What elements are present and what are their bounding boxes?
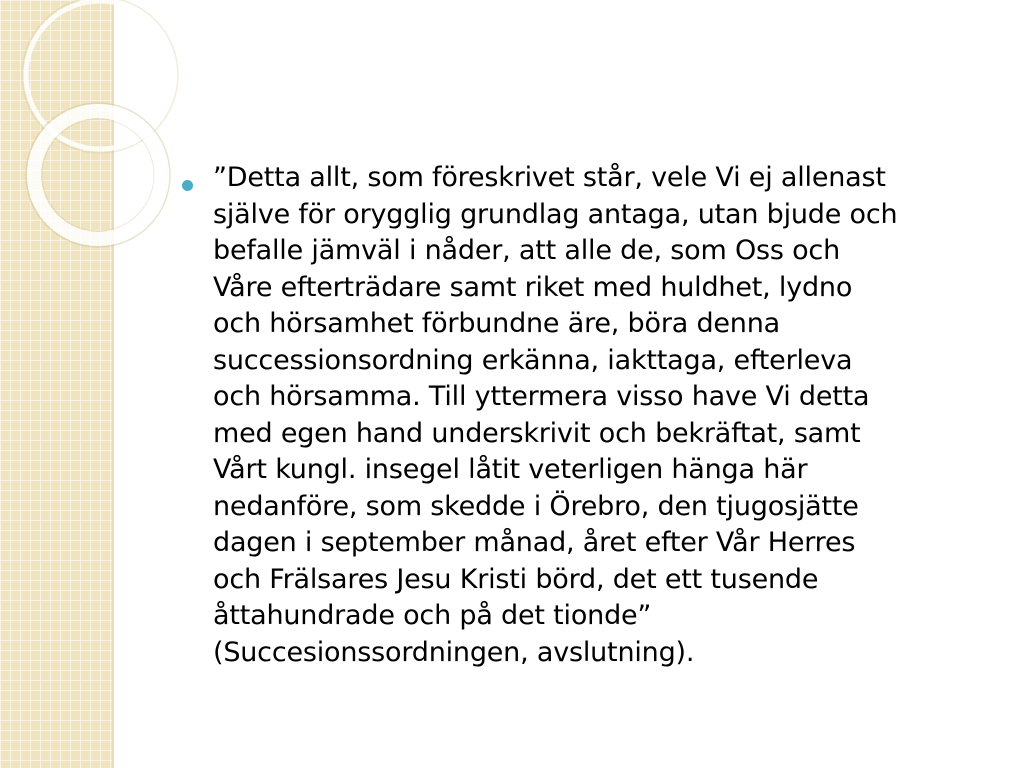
quote-line: befalle jämväl i nåder, att alle de, som Oss och	[213, 235, 840, 266]
quote-line: åttahundrade och på det tionde”	[213, 600, 652, 631]
decorative-ring-small-outline	[26, 103, 170, 247]
slide-content	[182, 160, 992, 671]
quote-line: och hörsamhet förbundne äre, böra denna	[213, 308, 780, 339]
quote-line: dagen i september månad, året efter Vår Herres	[213, 527, 856, 558]
quote-line: Vårt kungl. insegel låtit veterligen hänga här	[213, 454, 808, 485]
decorative-rings	[0, 0, 180, 260]
quote-line: med egen hand underskrivit och bekräftat, samt	[213, 417, 861, 449]
quote-line: själve för orygglig grundlag antaga, utan bjude och	[213, 198, 898, 230]
quote-line: successionsordning erkänna, iakttaga, efterleva	[213, 344, 853, 376]
quote-citation: (Succesionssordningen, avslutning).	[213, 636, 695, 668]
quote-text	[213, 160, 897, 671]
quote-line: och Frälsares Jesu Kristi börd, det ett tusende	[213, 563, 819, 595]
round-bullet-icon	[182, 180, 193, 191]
quote-line: nedanföre, som skedde i Örebro, den tjugosjätte	[213, 490, 859, 522]
bullet-item	[182, 160, 992, 671]
quote-line: ”Detta allt, som föreskrivet står, vele Vi ej allenast	[213, 162, 886, 193]
quote-line: Våre efterträdare samt riket med huldhet, lydno	[213, 271, 853, 303]
decorative-ring-small	[34, 111, 162, 239]
quote-line: och hörsamma. Till yttermera visso have Vi detta	[213, 381, 870, 412]
